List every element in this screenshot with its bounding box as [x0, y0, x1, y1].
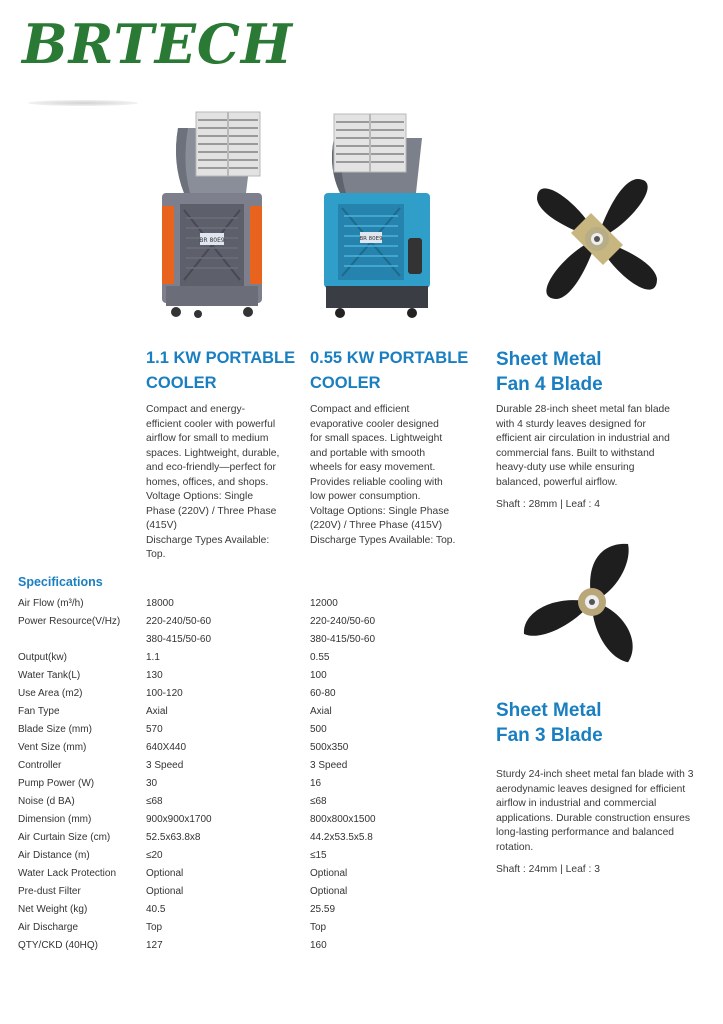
spec-row — [0, 706, 460, 724]
spec-value-cooler-1: 127 — [146, 940, 163, 951]
description-line: with 4 sturdy leaves designed for — [496, 418, 646, 430]
description-line: Discharge Types Available: Top. — [310, 534, 456, 546]
spec-row — [0, 760, 460, 778]
spec-row — [0, 670, 460, 688]
spec-label: Water Tank(L) — [18, 670, 81, 681]
spec-label: Dimension (mm) — [18, 814, 92, 825]
spec-row — [0, 850, 460, 868]
spec-value-cooler-1: 130 — [146, 670, 163, 681]
logo-shadow — [28, 100, 138, 106]
spec-value-cooler-1: Axial — [146, 706, 168, 717]
spec-label: Water Lack Protection — [18, 868, 117, 879]
cooler-2-description — [310, 403, 470, 548]
spec-value-cooler-1: ≤20 — [146, 850, 163, 861]
spec-value-cooler-2: 500x350 — [310, 742, 349, 753]
spec-value-cooler-2: 100 — [310, 670, 327, 681]
spec-row — [0, 886, 460, 904]
spec-label: QTY/CKD (40HQ) — [18, 940, 99, 951]
spec-row — [0, 814, 460, 832]
spec-value-cooler-1: 52.5x63.8x8 — [146, 832, 201, 843]
cooler-1-image — [150, 108, 280, 323]
description-line: (220V) / Three Phase (415V) — [310, 520, 443, 531]
spec-row — [0, 688, 460, 706]
spec-row — [0, 904, 460, 922]
fan-4-blade-specs: Shaft : 28mm | Leaf : 4 — [496, 499, 600, 510]
specifications-title: Specifications — [18, 575, 103, 589]
spec-value-cooler-2: Optional — [310, 886, 348, 897]
spec-value-cooler-1: 18000 — [146, 598, 174, 609]
description-line: rotation. — [496, 841, 534, 853]
spec-value-cooler-2: 12000 — [310, 598, 338, 609]
spec-value-cooler-2: 16 — [310, 778, 322, 789]
spec-value-cooler-2: 380-415/50-60 — [310, 634, 376, 645]
description-line: Top. — [146, 549, 166, 560]
spec-value-cooler-2: 500 — [310, 724, 327, 735]
description-line: Compact and energy- — [146, 404, 246, 415]
description-line: balanced, powerful airflow. — [496, 476, 618, 488]
cooler-2-image — [316, 108, 446, 323]
spec-label: Output(kw) — [18, 652, 67, 663]
cooler-1-description — [146, 403, 296, 563]
fan-4-blade-image — [515, 164, 675, 314]
spec-row — [0, 832, 460, 850]
spec-value-cooler-1: 640X440 — [146, 742, 187, 753]
spec-value-cooler-1: 220-240/50-60 — [146, 616, 212, 627]
brand-logo: BRTECH — [22, 12, 293, 76]
spec-value-cooler-2: 25.59 — [310, 904, 336, 915]
description-line: wheels for easy movement. — [310, 462, 436, 473]
spec-value-cooler-2: 160 — [310, 940, 327, 951]
description-line: Compact and efficient — [310, 404, 410, 415]
spec-value-cooler-1: 570 — [146, 724, 163, 735]
spec-label: Pre-dust Filter — [18, 886, 81, 897]
spec-value-cooler-1: 30 — [146, 778, 158, 789]
description-line: heavy-duty use while ensuring — [496, 462, 635, 473]
description-line: airflow for small to medium — [146, 433, 269, 444]
description-line: Sturdy 24-inch sheet metal fan blade with 3 — [496, 769, 694, 780]
description-line: applications. Durable construction ensures — [496, 812, 691, 824]
spec-row — [0, 724, 460, 742]
spec-value-cooler-1: 40.5 — [146, 904, 166, 915]
spec-label: Net Weight (kg) — [18, 904, 88, 915]
spec-value-cooler-2: 220-240/50-60 — [310, 616, 376, 627]
spec-value-cooler-1: 1.1 — [146, 652, 160, 663]
description-line: evaporative cooler designed — [310, 418, 439, 430]
spec-row — [0, 922, 460, 940]
description-line: homes, offices, and shops. — [146, 476, 269, 488]
description-line: for small spaces. Lightweight — [310, 433, 443, 444]
spec-label: Pump Power (W) — [18, 778, 95, 789]
description-line: Voltage Options: Single — [146, 491, 254, 502]
spec-label: Controller — [18, 760, 62, 771]
spec-value-cooler-2: 0.55 — [310, 652, 330, 663]
spec-value-cooler-1: Optional — [146, 886, 184, 897]
spec-label: Use Area (m2) — [18, 688, 83, 699]
description-line: (415V) — [146, 520, 177, 531]
description-line: commercial fans. Built to withstand — [496, 447, 655, 459]
description-line: Durable 28-inch sheet metal fan blade — [496, 404, 671, 415]
description-line: airflow in industrial and commercial — [496, 798, 657, 809]
spec-value-cooler-2: Axial — [310, 706, 332, 717]
spec-label: Power Resource(V/Hz) — [18, 616, 121, 627]
description-line: and eco-friendly—perfect for — [146, 462, 276, 473]
spec-label: Air Discharge — [18, 922, 79, 933]
spec-label: Vent Size (mm) — [18, 742, 87, 753]
spec-value-cooler-2: Top — [310, 922, 327, 933]
spec-row — [0, 634, 460, 652]
description-line: efficient air circulation in industrial and — [496, 433, 670, 444]
spec-value-cooler-1: Optional — [146, 868, 184, 879]
description-line: efficient cooler with powerful — [146, 418, 276, 430]
spec-value-cooler-2: ≤68 — [310, 796, 327, 807]
spec-row — [0, 778, 460, 796]
spec-row — [0, 616, 460, 634]
spec-value-cooler-1: Top — [146, 922, 163, 933]
spec-value-cooler-1: 3 Speed — [146, 760, 184, 771]
spec-row — [0, 598, 460, 616]
spec-value-cooler-1: ≤68 — [146, 796, 163, 807]
spec-row — [0, 742, 460, 760]
cooler-2-panel-label: BR 80E9 — [359, 236, 383, 242]
description-line: Provides reliable cooling with — [310, 476, 443, 488]
description-line: Voltage Options: Single Phase — [310, 505, 450, 517]
spec-value-cooler-1: 900x900x1700 — [146, 814, 212, 825]
spec-label: Air Curtain Size (cm) — [18, 832, 111, 843]
spec-row — [0, 796, 460, 814]
spec-label: Air Distance (m) — [18, 850, 90, 861]
description-line: and portable with smooth — [310, 447, 426, 459]
description-line: spaces. Lightweight, durable, — [146, 447, 280, 459]
spec-label: Noise (d BA) — [18, 796, 75, 807]
fan-3-blade-specs: Shaft : 24mm | Leaf : 3 — [496, 864, 600, 875]
spec-row — [0, 868, 460, 886]
spec-label: Air Flow (m³/h) — [18, 598, 84, 609]
spec-row — [0, 652, 460, 670]
fan-3-blade-image — [510, 540, 660, 685]
description-line: long-lasting performance and balanced — [496, 827, 675, 838]
spec-value-cooler-2: 3 Speed — [310, 760, 348, 771]
fan-3-blade-title: Sheet Metal Fan 3 Blade — [496, 700, 603, 746]
description-line: low power consumption. — [310, 491, 421, 502]
fan-3-blade-description — [496, 768, 716, 855]
cooler-1-panel-label: BR 80E9 — [199, 237, 225, 244]
fan-4-blade-description — [496, 403, 716, 490]
spec-value-cooler-2: ≤15 — [310, 850, 327, 861]
spec-value-cooler-2: 44.2x53.5x5.8 — [310, 832, 373, 843]
cooler-2-title: 0.55 KW PORTABLE COOLER — [310, 349, 469, 392]
spec-value-cooler-2: 800x800x1500 — [310, 814, 376, 825]
spec-value-cooler-2: Optional — [310, 868, 348, 879]
spec-row — [0, 940, 460, 958]
fan-4-blade-title: Sheet Metal Fan 4 Blade — [496, 349, 603, 395]
description-line: Phase (220V) / Three Phase — [146, 505, 277, 517]
spec-value-cooler-1: 380-415/50-60 — [146, 634, 212, 645]
spec-label: Blade Size (mm) — [18, 724, 92, 735]
spec-value-cooler-2: 60-80 — [310, 688, 336, 699]
description-line: Discharge Types Available: — [146, 534, 270, 546]
description-line: aerodynamic leaves designed for efficient — [496, 783, 686, 795]
spec-label: Fan Type — [18, 706, 60, 717]
cooler-1-title: 1.1 KW PORTABLE COOLER — [146, 349, 296, 392]
spec-value-cooler-1: 100-120 — [146, 688, 183, 699]
